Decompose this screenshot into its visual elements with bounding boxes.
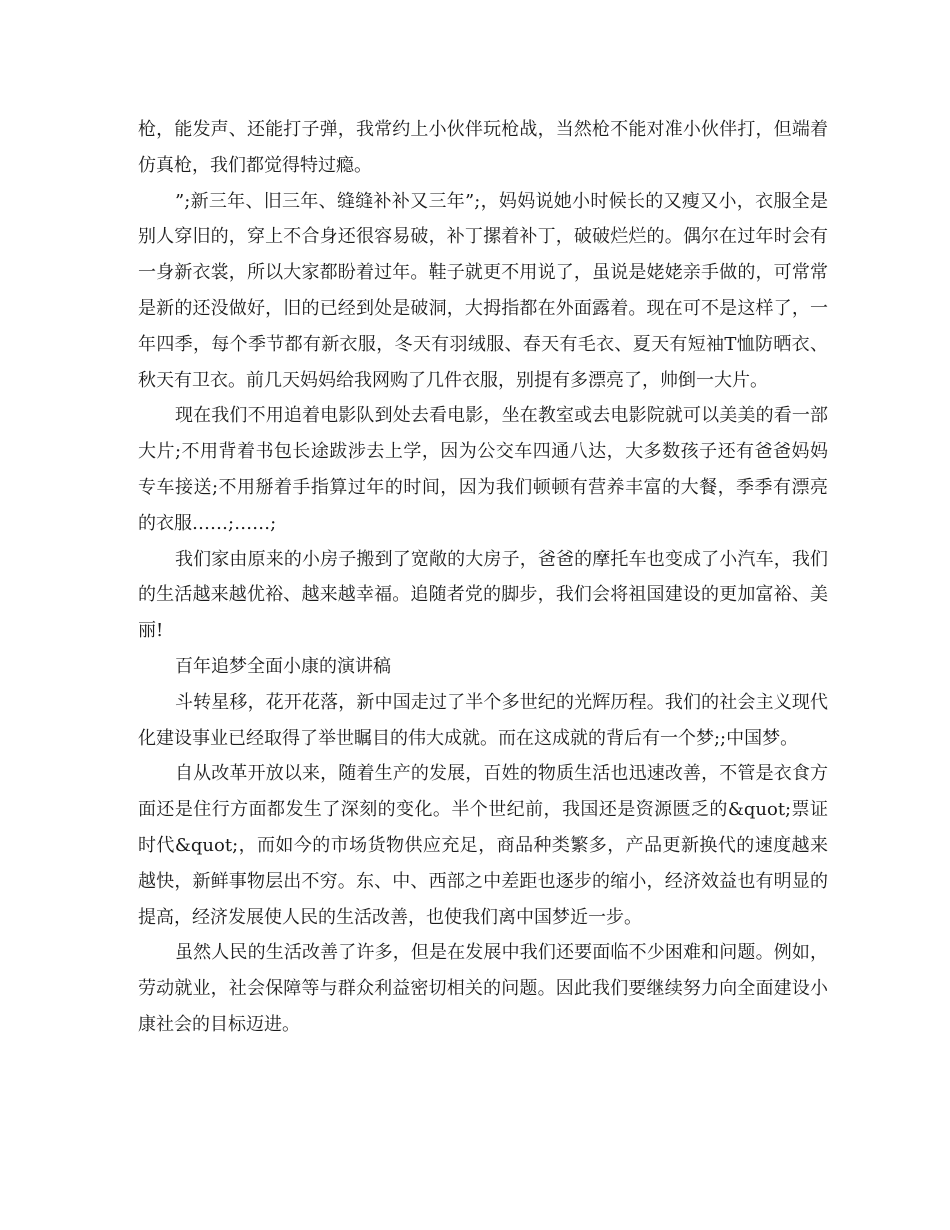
paragraph-3: 现在我们不用追着电影队到处去看电影，坐在教室或去电影院就可以美美的看一部大片;不用背着书包长途跋涉去上学，因为公交车四通八达，大多数孩子还有爸爸妈妈专车接送;不用掰着手指算过年的时间，因为我们顿顿有营养丰富的大餐，季季有漂亮的衣服……;……; bbox=[138, 405, 828, 534]
document-body bbox=[138, 112, 828, 1043]
section-title: 百年追梦全面小康的演讲稿 bbox=[175, 655, 391, 677]
paragraph-8: 虽然人民的生活改善了许多，但是在发展中我们还要面临不少困难和问题。例如，劳动就业，社会保障等与群众利益密切相关的问题。因此我们要继续努力向全面建设小康社会的目标迈进。 bbox=[138, 942, 828, 1035]
paragraph-7: 自从改革开放以来，随着生产的发展，百姓的物质生活也迅速改善，不管是衣食方面还是住行方面都发生了深刻的变化。半个世纪前，我国还是资源匮乏的&quot;票证时代&quot;，而如今的市场货物供应充足，商品种类繁多，产品更新换代的速度越来越快，新鲜事物层出不穷。东、中、西部之中差距也逐步的缩小，经济效益也有明显的提高，经济发展使人民的生活改善，也使我们离中国梦近一步。 bbox=[138, 763, 828, 928]
paragraph-4: 我们家由原来的小房子搬到了宽敞的大房子，爸爸的摩托车也变成了小汽车，我们的生活越来越优裕、越来越幸福。追随者党的脚步，我们会将祖国建设的更加富裕、美丽! bbox=[138, 548, 828, 642]
paragraph-6: 斗转星移，花开花落，新中国走过了半个多世纪的光辉历程。我们的社会主义现代化建设事业已经取得了举世瞩目的伟大成就。而在这成就的背后有一个梦;;中国梦。 bbox=[138, 691, 828, 749]
paragraph-2: ”;新三年、旧三年、缝缝补补又三年”;，妈妈说她小时候长的又瘦又小，衣服全是别人穿旧的，穿上不合身还很容易破，补丁摞着补丁，破破烂烂的。偶尔在过年时会有一身新衣裳，所以大家都盼着过年。鞋子就更不用说了，虽说是姥姥亲手做的，可常常是新的还没做好，旧的已经到处是破洞，大拇指都在外面露着。现在可不是这样了，一年四季，每个季节都有新衣服，冬天有羽绒服、春天有毛衣、夏天有短袖T恤防晒衣、秋天有卫衣。前几天妈妈给我网购了几件衣服，别提有多漂亮了，帅倒一大片。 bbox=[138, 190, 828, 391]
paragraph-1: 枪，能发声、还能打子弹，我常约上小伙伴玩枪战，当然枪不能对准小伙伴打，但端着仿真枪，我们都觉得特过瘾。 bbox=[138, 119, 828, 176]
